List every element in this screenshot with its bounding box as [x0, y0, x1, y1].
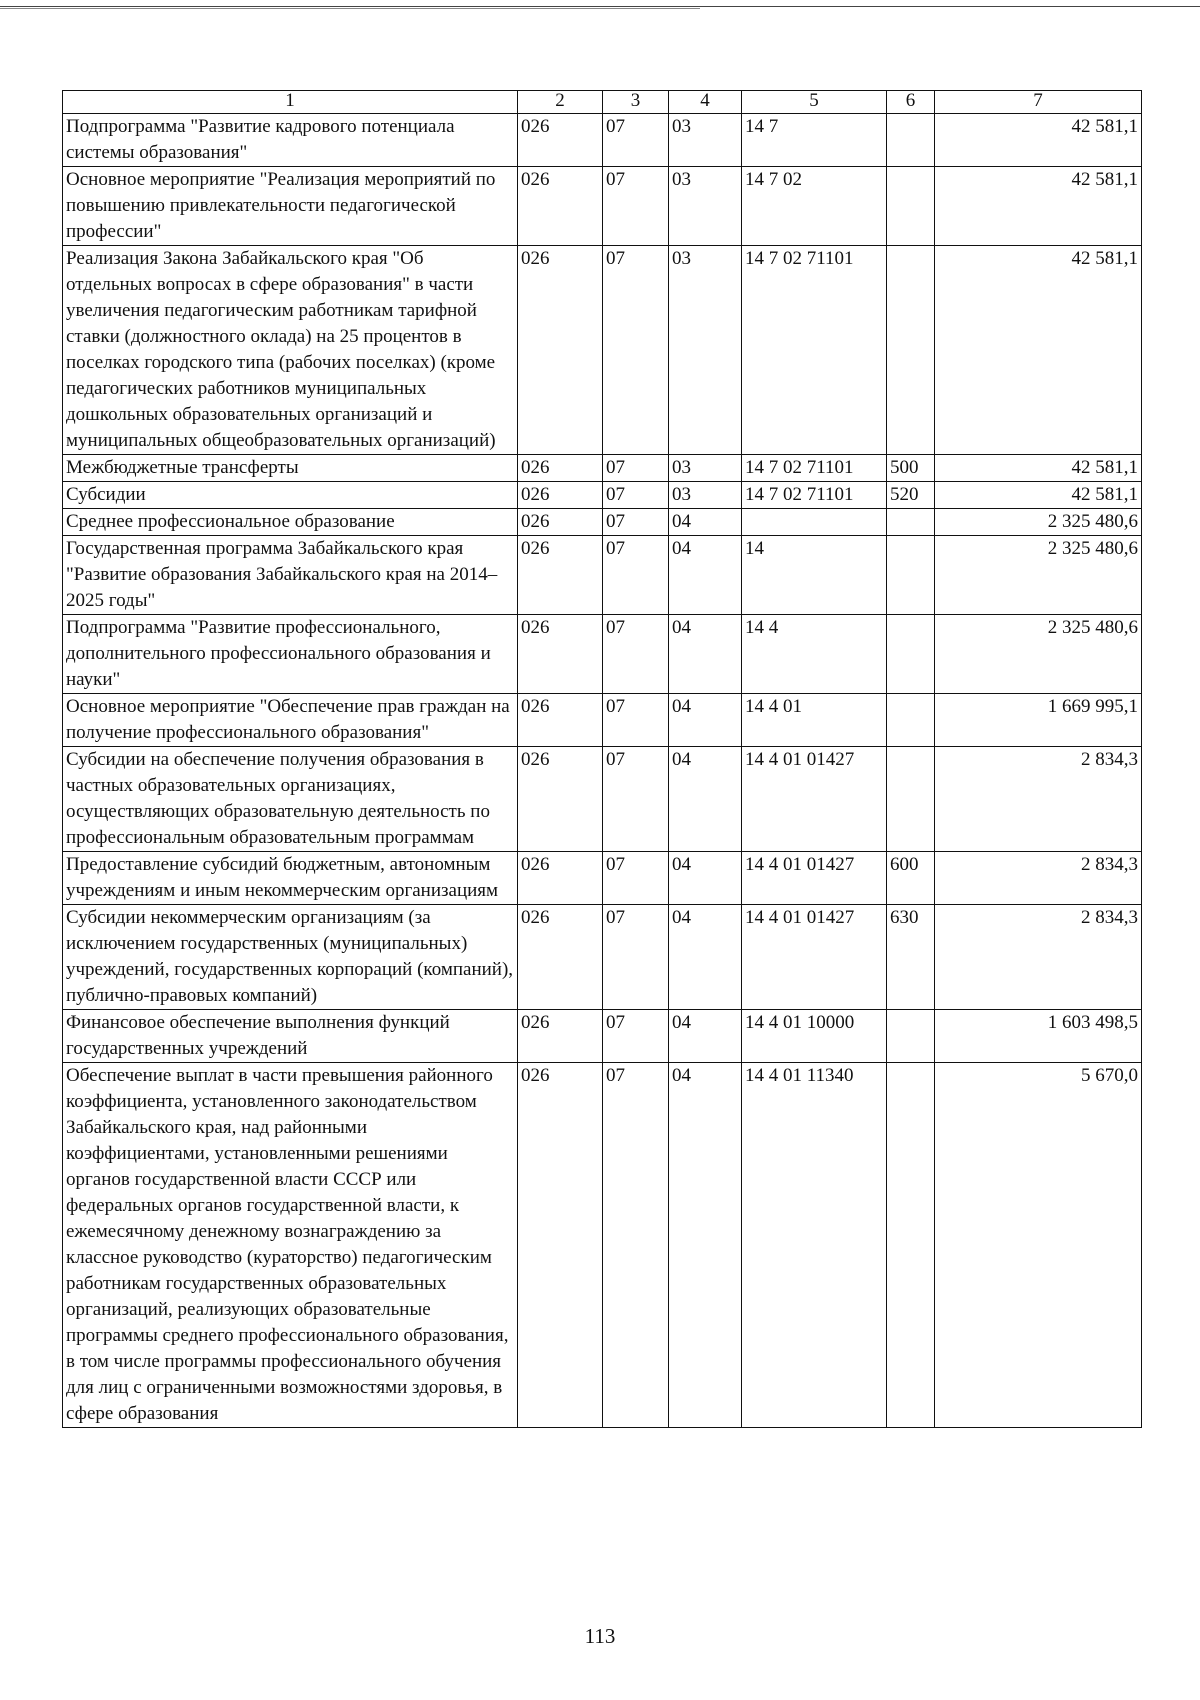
column-header-3: 3 [603, 91, 669, 114]
row-amount: 42 581,1 [935, 167, 1142, 246]
row-expense-type [887, 509, 935, 536]
row-name: Финансовое обеспечение выполнения функций государственных учреждений [63, 1010, 518, 1063]
row-name: Государственная программа Забайкальского края "Развитие образования Забайкальского края на 2014–2025 годы" [63, 536, 518, 615]
row-expense-type [887, 1063, 935, 1428]
row-section-code: 07 [603, 167, 669, 246]
row-expense-type [887, 246, 935, 455]
row-ministry-code: 026 [518, 482, 603, 509]
column-header-1: 1 [63, 91, 518, 114]
row-ministry-code: 026 [518, 246, 603, 455]
row-amount: 42 581,1 [935, 246, 1142, 455]
row-section-code: 07 [603, 482, 669, 509]
row-subsection-code: 03 [669, 114, 742, 167]
row-section-code: 07 [603, 246, 669, 455]
column-header-2: 2 [518, 91, 603, 114]
table-row [63, 747, 1142, 852]
table-row [63, 1063, 1142, 1428]
column-header-5: 5 [742, 91, 887, 114]
row-name: Реализация Закона Забайкальского края "Об отдельных вопросах в сфере образования" в части увеличения педагогическим работникам тарифной ставки (должностного оклада) на 25 процентов в поселках городского типа (рабочих поселках) (кроме педагогических работников муниципальных дошкольных образовательных организаций и муниципальных общеобразовательных организаций) [63, 246, 518, 455]
row-amount: 1 603 498,5 [935, 1010, 1142, 1063]
row-ministry-code: 026 [518, 536, 603, 615]
row-name: Обеспечение выплат в части превышения районного коэффициента, установленного законодательством Забайкальского края, над районными коэффициентами, установленными решениями органов государственной власти СССР или федеральных органов государственной власти, к ежемесячному денежному вознаграждению за классное руководство (кураторство) педагогическим работникам государственных образовательных организаций, реализующих образовательные программы среднего профессионального образования, в том числе программы профессионального обучения для лиц с ограниченными возможностями здоровья, в сфере образования [63, 1063, 518, 1428]
row-section-code: 07 [603, 509, 669, 536]
column-header-4: 4 [669, 91, 742, 114]
row-expense-type: 600 [887, 852, 935, 905]
row-name: Подпрограмма "Развитие кадрового потенциала системы образования" [63, 114, 518, 167]
row-subsection-code: 04 [669, 852, 742, 905]
row-amount: 2 834,3 [935, 747, 1142, 852]
row-target-code: 14 7 02 71101 [742, 246, 887, 455]
row-ministry-code: 026 [518, 509, 603, 536]
row-subsection-code: 04 [669, 694, 742, 747]
row-section-code: 07 [603, 455, 669, 482]
row-target-code: 14 4 01 [742, 694, 887, 747]
row-target-code: 14 7 02 71101 [742, 455, 887, 482]
row-amount: 2 834,3 [935, 905, 1142, 1010]
row-section-code: 07 [603, 905, 669, 1010]
table-row [63, 246, 1142, 455]
row-section-code: 07 [603, 615, 669, 694]
row-amount: 5 670,0 [935, 1063, 1142, 1428]
row-expense-type: 500 [887, 455, 935, 482]
row-section-code: 07 [603, 1063, 669, 1428]
row-subsection-code: 03 [669, 482, 742, 509]
row-ministry-code: 026 [518, 167, 603, 246]
row-ministry-code: 026 [518, 852, 603, 905]
row-subsection-code: 04 [669, 615, 742, 694]
row-amount: 42 581,1 [935, 114, 1142, 167]
row-ministry-code: 026 [518, 905, 603, 1010]
row-target-code: 14 7 02 71101 [742, 482, 887, 509]
row-target-code: 14 4 01 01427 [742, 747, 887, 852]
row-subsection-code: 03 [669, 246, 742, 455]
budget-table [62, 90, 1142, 1428]
page-number: 113 [584, 1624, 616, 1648]
row-name: Основное мероприятие "Обеспечение прав граждан на получение профессионального образования" [63, 694, 518, 747]
row-section-code: 07 [603, 1010, 669, 1063]
row-subsection-code: 04 [669, 1010, 742, 1063]
table-row [63, 114, 1142, 167]
row-ministry-code: 026 [518, 615, 603, 694]
table-row [63, 694, 1142, 747]
row-section-code: 07 [603, 747, 669, 852]
column-header-6: 6 [887, 91, 935, 114]
row-subsection-code: 04 [669, 1063, 742, 1428]
row-expense-type [887, 694, 935, 747]
row-section-code: 07 [603, 852, 669, 905]
table-row [63, 905, 1142, 1010]
row-expense-type [887, 536, 935, 615]
row-name: Подпрограмма "Развитие профессионального, дополнительного профессионального образования и науки" [63, 615, 518, 694]
row-target-code: 14 7 02 [742, 167, 887, 246]
table-row [63, 852, 1142, 905]
row-subsection-code: 04 [669, 905, 742, 1010]
row-target-code [742, 509, 887, 536]
row-name: Среднее профессиональное образование [63, 509, 518, 536]
top-edge-rule [0, 6, 1200, 7]
row-section-code: 07 [603, 694, 669, 747]
row-name: Основное мероприятие "Реализация мероприятий по повышению привлекательности педагогической профессии" [63, 167, 518, 246]
row-section-code: 07 [603, 114, 669, 167]
top-edge-rule-secondary [0, 8, 700, 9]
table-row [63, 482, 1142, 509]
row-ministry-code: 026 [518, 1063, 603, 1428]
row-subsection-code: 04 [669, 536, 742, 615]
row-name: Субсидии на обеспечение получения образования в частных образовательных организациях, осуществляющих образовательную деятельность по профессиональным образовательным программам [63, 747, 518, 852]
row-ministry-code: 026 [518, 1010, 603, 1063]
column-number-row [63, 91, 1142, 114]
table-row [63, 455, 1142, 482]
row-name: Межбюджетные трансферты [63, 455, 518, 482]
row-amount: 2 834,3 [935, 852, 1142, 905]
row-amount: 2 325 480,6 [935, 536, 1142, 615]
row-expense-type [887, 1010, 935, 1063]
row-subsection-code: 04 [669, 747, 742, 852]
row-amount: 2 325 480,6 [935, 509, 1142, 536]
row-expense-type [887, 167, 935, 246]
row-subsection-code: 03 [669, 455, 742, 482]
row-expense-type [887, 114, 935, 167]
row-section-code: 07 [603, 536, 669, 615]
table-row [63, 1010, 1142, 1063]
row-target-code: 14 4 01 01427 [742, 905, 887, 1010]
row-expense-type [887, 747, 935, 852]
row-ministry-code: 026 [518, 114, 603, 167]
table-row [63, 167, 1142, 246]
row-amount: 1 669 995,1 [935, 694, 1142, 747]
row-expense-type [887, 615, 935, 694]
table-row [63, 536, 1142, 615]
column-header-7: 7 [935, 91, 1142, 114]
row-expense-type: 520 [887, 482, 935, 509]
table-row [63, 615, 1142, 694]
row-target-code: 14 7 [742, 114, 887, 167]
row-target-code: 14 4 01 10000 [742, 1010, 887, 1063]
row-amount: 2 325 480,6 [935, 615, 1142, 694]
row-target-code: 14 [742, 536, 887, 615]
row-ministry-code: 026 [518, 747, 603, 852]
row-name: Субсидии [63, 482, 518, 509]
row-ministry-code: 026 [518, 455, 603, 482]
row-expense-type: 630 [887, 905, 935, 1010]
row-target-code: 14 4 01 11340 [742, 1063, 887, 1428]
row-subsection-code: 04 [669, 509, 742, 536]
row-ministry-code: 026 [518, 694, 603, 747]
table-row [63, 509, 1142, 536]
row-target-code: 14 4 01 01427 [742, 852, 887, 905]
row-target-code: 14 4 [742, 615, 887, 694]
row-name: Субсидии некоммерческим организациям (за исключением государственных (муниципальных) учреждений, государственных корпораций (компаний), публично-правовых компаний) [63, 905, 518, 1010]
row-amount: 42 581,1 [935, 482, 1142, 509]
row-name: Предоставление субсидий бюджетным, автономным учреждениям и иным некоммерческим организациям [63, 852, 518, 905]
row-subsection-code: 03 [669, 167, 742, 246]
row-amount: 42 581,1 [935, 455, 1142, 482]
